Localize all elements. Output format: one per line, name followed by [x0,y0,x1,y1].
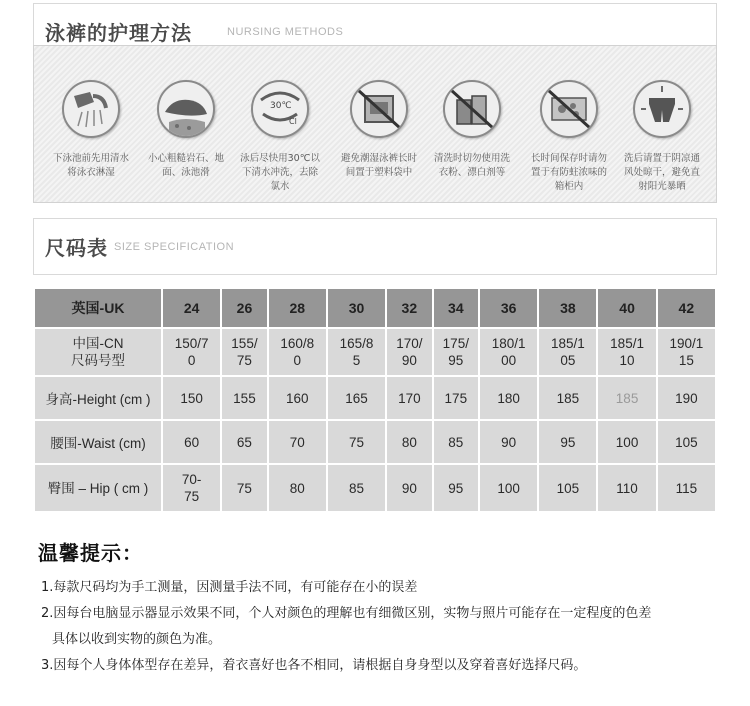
cn-size-part1: 155/ [231,336,258,351]
cn-size-cell [539,329,596,375]
cn-size-part1: 150/7 [174,336,209,351]
height-cell: 160 [269,377,326,419]
row-label-hip: 臀围 – Hip ( cm ) [35,465,161,511]
uk-size-cell: 26 [222,289,266,327]
cn-size-part2: 10 [619,353,635,368]
cn-size-part2: 0 [187,353,196,368]
uk-size-cell: 32 [387,289,431,327]
rock-icon [157,80,215,138]
height-cell: 185 [598,377,655,419]
row-label-height: 身高-Height (cm ) [35,377,161,419]
care-text-shower: 下泳池前先用清水将泳衣淋湿 [52,153,129,178]
waist-cell: 95 [539,421,596,463]
cn-size-part2: 5 [352,353,361,368]
height-cell: 150 [163,377,220,419]
waist-cell: 100 [598,421,655,463]
no-sun-dry-icon [633,80,691,138]
height-cell: 175 [434,377,478,419]
waist-cell: 105 [658,421,715,463]
row-label-cn-line2: 尺码号型 [71,353,125,368]
hip-cell: 85 [328,465,385,511]
care-text-plastic: 避免潮湿泳裤长时间置于塑料袋中 [340,153,417,178]
care-text-mothball: 长时间保存时请勿置于有防蛀浓味的箱柜内 [530,153,607,192]
care-icons-panel [33,45,717,203]
tip-line-2-continued: 具体以收到实物的颜色为准。 [52,632,222,647]
no-plastic-bag-icon [350,80,408,138]
cn-size-cell [387,329,431,375]
uk-size-cell: 36 [480,289,537,327]
care-text-sun: 洗后请置于阴凉通风处晾干，避免直射阳光暴晒 [623,153,700,192]
cn-size-part1: 160/8 [280,336,315,351]
no-detergent-icon [443,80,501,138]
cn-size-part2: 0 [293,353,302,368]
height-cell: 180 [480,377,537,419]
uk-size-cell: 38 [539,289,596,327]
height-cell: 155 [222,377,266,419]
cn-size-part1: 175/ [442,336,469,351]
care-item-shower [51,80,131,180]
care-section-subtitle: NURSING METHODS [227,26,344,38]
waist-cell: 75 [328,421,385,463]
cn-size-part2: 95 [448,353,464,368]
cn-size-cell [269,329,326,375]
waist-cell: 85 [434,421,478,463]
care-item-detergent [432,80,512,180]
size-section-subtitle: SIZE SPECIFICATION [114,241,235,253]
waist-cell: 60 [163,421,220,463]
cn-size-part1: 185/1 [610,336,644,351]
size-header-banner [33,218,717,275]
table-row-waist [35,421,715,463]
uk-size-cell: 24 [163,289,220,327]
uk-size-cell: 28 [269,289,326,327]
cn-size-part1: 190/1 [669,336,704,351]
tip-line-1: 1.每款尺码均为手工测量，因测量手法不同，有可能存在小的误差 [41,580,418,595]
hip-cell: 80 [269,465,326,511]
table-row-hip [35,465,715,511]
cn-size-part1: 185/1 [550,336,585,351]
svg-text:30℃: 30℃ [270,101,292,111]
cn-size-cell [222,329,266,375]
row-label-cn-line1: 中国-CN [72,336,124,351]
height-cell: 165 [328,377,385,419]
height-cell: 170 [387,377,431,419]
height-cell: 190 [658,377,715,419]
hip-part2: 75 [184,489,200,504]
table-row-height [35,377,715,419]
hip-cell: 95 [434,465,478,511]
waist-cell: 70 [269,421,326,463]
cn-size-cell [658,329,715,375]
uk-size-cell: 34 [434,289,478,327]
hip-cell: 105 [539,465,596,511]
cn-size-cell [480,329,537,375]
care-item-rock [146,80,226,180]
table-row-cn [35,329,715,375]
water-30c-icon [251,80,309,138]
header-label-uk: 英国-UK [35,289,161,327]
size-section-title: 尺码表 [45,236,108,260]
svg-text:Cl: Cl [289,117,297,126]
size-chart-table [33,287,717,513]
hip-cell: 100 [480,465,537,511]
cn-size-cell [163,329,220,375]
cn-size-cell [434,329,478,375]
care-item-mothball [529,80,609,194]
cn-size-part2: 05 [560,353,576,368]
hip-cell: 115 [658,465,715,511]
waist-cell: 80 [387,421,431,463]
cn-size-part2: 00 [501,353,517,368]
hip-cell: 110 [598,465,655,511]
care-text-rock: 小心粗糙岩石、地面、泳池滑 [147,153,224,178]
shower-icon [62,80,120,138]
care-item-water [240,80,320,194]
care-text-detergent: 清洗时切勿使用洗衣粉、漂白剂等 [433,153,510,178]
waist-cell: 90 [480,421,537,463]
cn-size-part2: 75 [236,353,252,368]
cn-size-part1: 165/8 [339,336,374,351]
cn-size-cell [328,329,385,375]
uk-size-cell: 30 [328,289,385,327]
cn-size-part1: 180/1 [491,336,526,351]
care-section-title: 泳裤的护理方法 [45,21,192,45]
hip-part1: 70- [181,472,202,487]
uk-size-cell: 42 [658,289,715,327]
hip-cell: 75 [222,465,266,511]
tip-line-3: 3.因每个人身体体型存在差异，着衣喜好也各不相同，请根据自身身型以及穿着喜好选择尺码。 [41,658,587,673]
care-text-water: 泳后尽快用30℃以下清水冲洗，去除氯水 [240,153,320,192]
hip-cell: 90 [387,465,431,511]
table-header-row [35,289,715,327]
row-label-cn [35,329,161,375]
tip-line-2: 2.因每台电脑显示器显示效果不同，个人对颜色的理解也有细微区别，实物与照片可能存在一定程度的色差 [41,606,652,621]
cn-size-part2: 15 [678,353,694,368]
cn-size-part1: 170/ [396,336,423,351]
tips-title: 温馨提示： [38,541,143,565]
care-item-plastic [339,80,419,180]
waist-cell: 65 [222,421,266,463]
hip-cell [163,465,220,511]
cn-size-cell [598,329,655,375]
uk-size-cell: 40 [598,289,655,327]
height-cell: 185 [539,377,596,419]
no-mothball-icon [540,80,598,138]
row-label-waist: 腰围-Waist (cm) [35,421,161,463]
cn-size-part2: 90 [401,353,417,368]
care-item-sun [622,80,702,194]
